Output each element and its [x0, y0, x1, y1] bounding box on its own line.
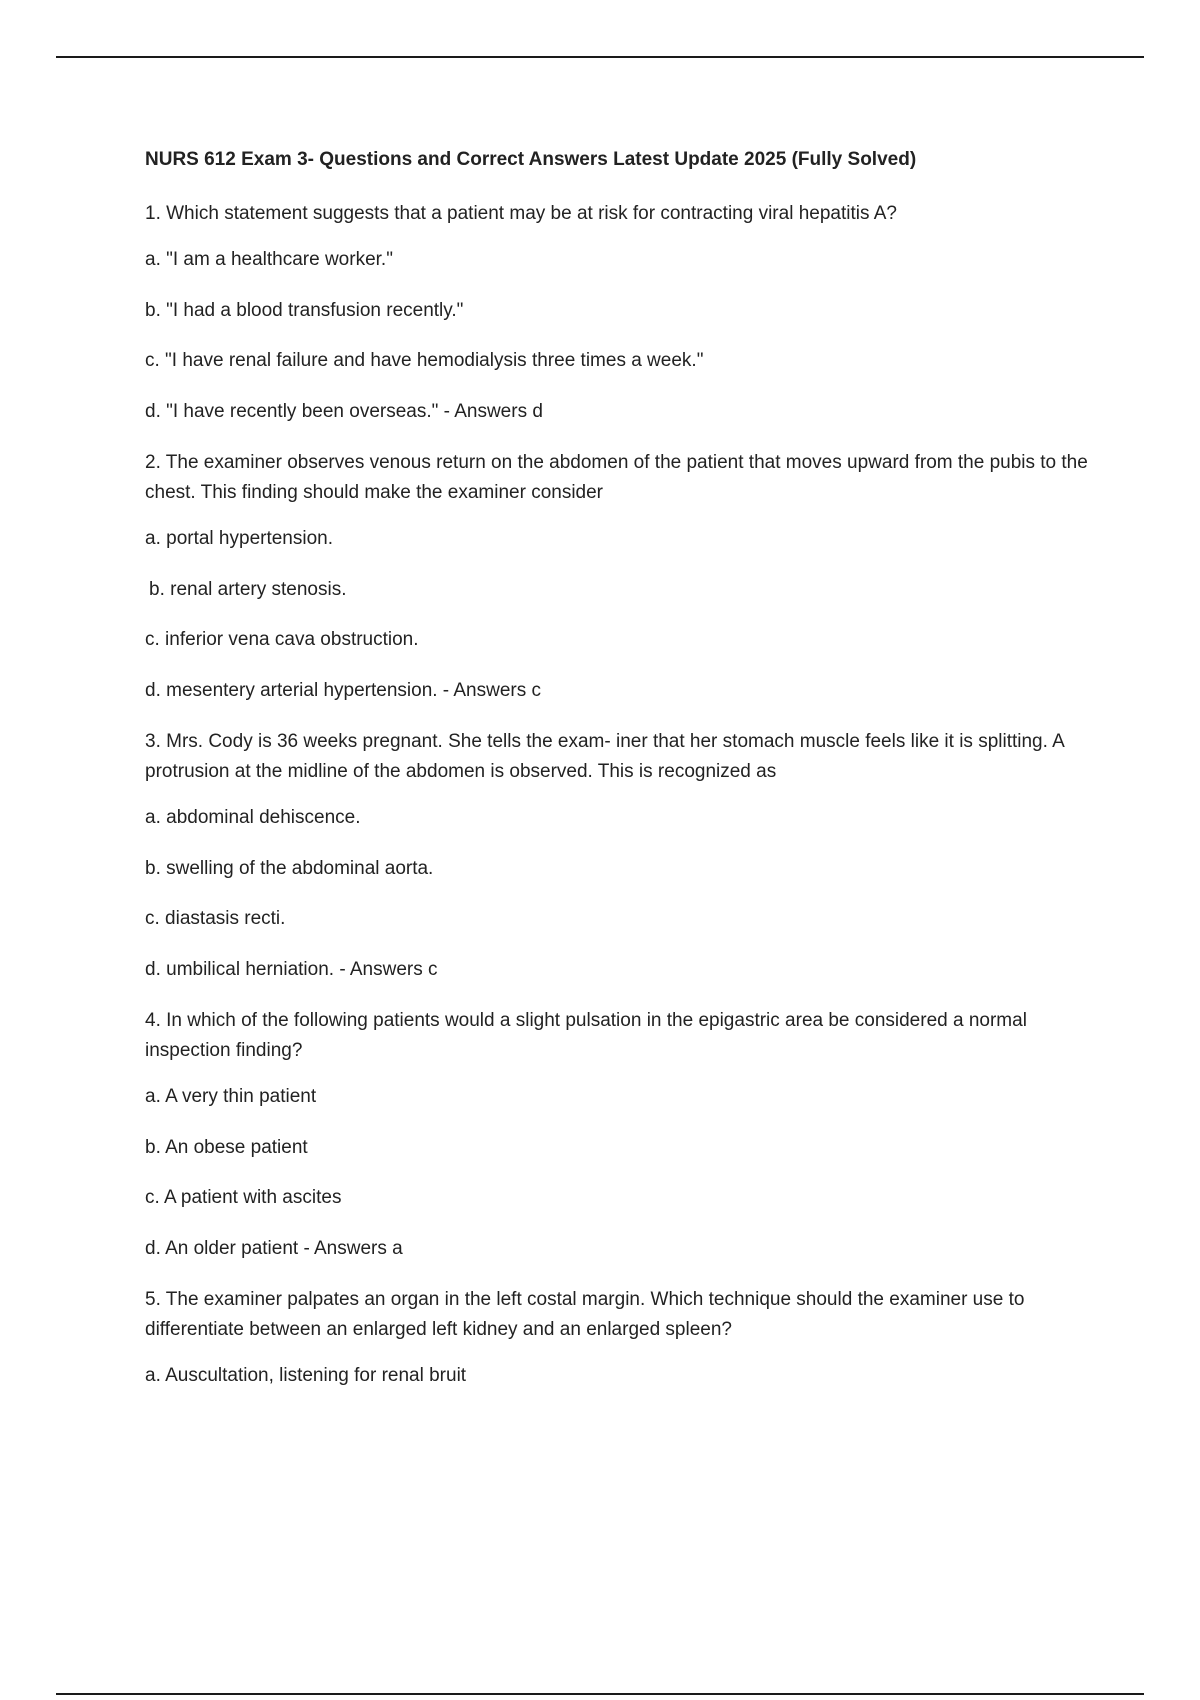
document-body	[145, 146, 1095, 1413]
question-4	[145, 1006, 1095, 1263]
answer-option: a. portal hypertension.	[145, 528, 334, 549]
question-5	[145, 1285, 1095, 1390]
question-stem: 5. The examiner palpates an organ in the left costal margin. Which technique should the examiner use to differentiate between an enlarged left kidney and an enlarged spleen?	[145, 1289, 1025, 1340]
answer-option: b. renal artery stenosis.	[149, 578, 347, 600]
question-stem: 2. The examiner observes venous return on the abdomen of the patient that moves upward from the pubis to the chest. This finding should make the examiner consider	[145, 452, 1088, 503]
answer-option: a. "I am a healthcare worker."	[145, 249, 393, 270]
answer-option: c. "I have renal failure and have hemodialysis three times a week."	[145, 350, 704, 371]
answer-option: b. swelling of the abdominal aorta.	[145, 857, 434, 879]
answer-option: c. inferior vena cava obstruction.	[145, 629, 419, 650]
bottom-rule	[56, 1693, 1144, 1695]
answer-option: a. A very thin patient	[145, 1086, 317, 1107]
document-title: NURS 612 Exam 3- Questions and Correct Answers Latest Update 2025 (Fully Solved)	[145, 149, 917, 170]
question-3	[145, 727, 1095, 984]
answer-option: d. An older patient - Answers a	[145, 1237, 403, 1259]
answer-option: c. A patient with ascites	[145, 1187, 342, 1208]
answer-option: d. mesentery arterial hypertension. - Answers c	[145, 679, 542, 701]
answer-option: d. umbilical herniation. - Answers c	[145, 958, 438, 980]
answer-option: a. abdominal dehiscence.	[145, 807, 361, 828]
answer-option: d. "I have recently been overseas." - Answers d	[145, 400, 543, 422]
question-stem: 1. Which statement suggests that a patient may be at risk for contracting viral hepatitis A?	[145, 203, 897, 224]
question-1	[145, 199, 1095, 426]
answer-option: b. An obese patient	[145, 1136, 308, 1158]
answer-option: b. "I had a blood transfusion recently."	[145, 299, 464, 321]
answer-option: a. Auscultation, listening for renal bruit	[145, 1365, 467, 1386]
question-stem: 4. In which of the following patients would a slight pulsation in the epigastric area be considered a normal inspection finding?	[145, 1010, 1027, 1061]
question-stem: 3. Mrs. Cody is 36 weeks pregnant. She tells the exam- iner that her stomach muscle feels like it is splitting. A protrusion at the midline of the abdomen is observed. This is recognized as	[145, 731, 1064, 782]
top-rule	[56, 56, 1144, 58]
answer-option: c. diastasis recti.	[145, 908, 286, 929]
question-2	[145, 448, 1095, 705]
